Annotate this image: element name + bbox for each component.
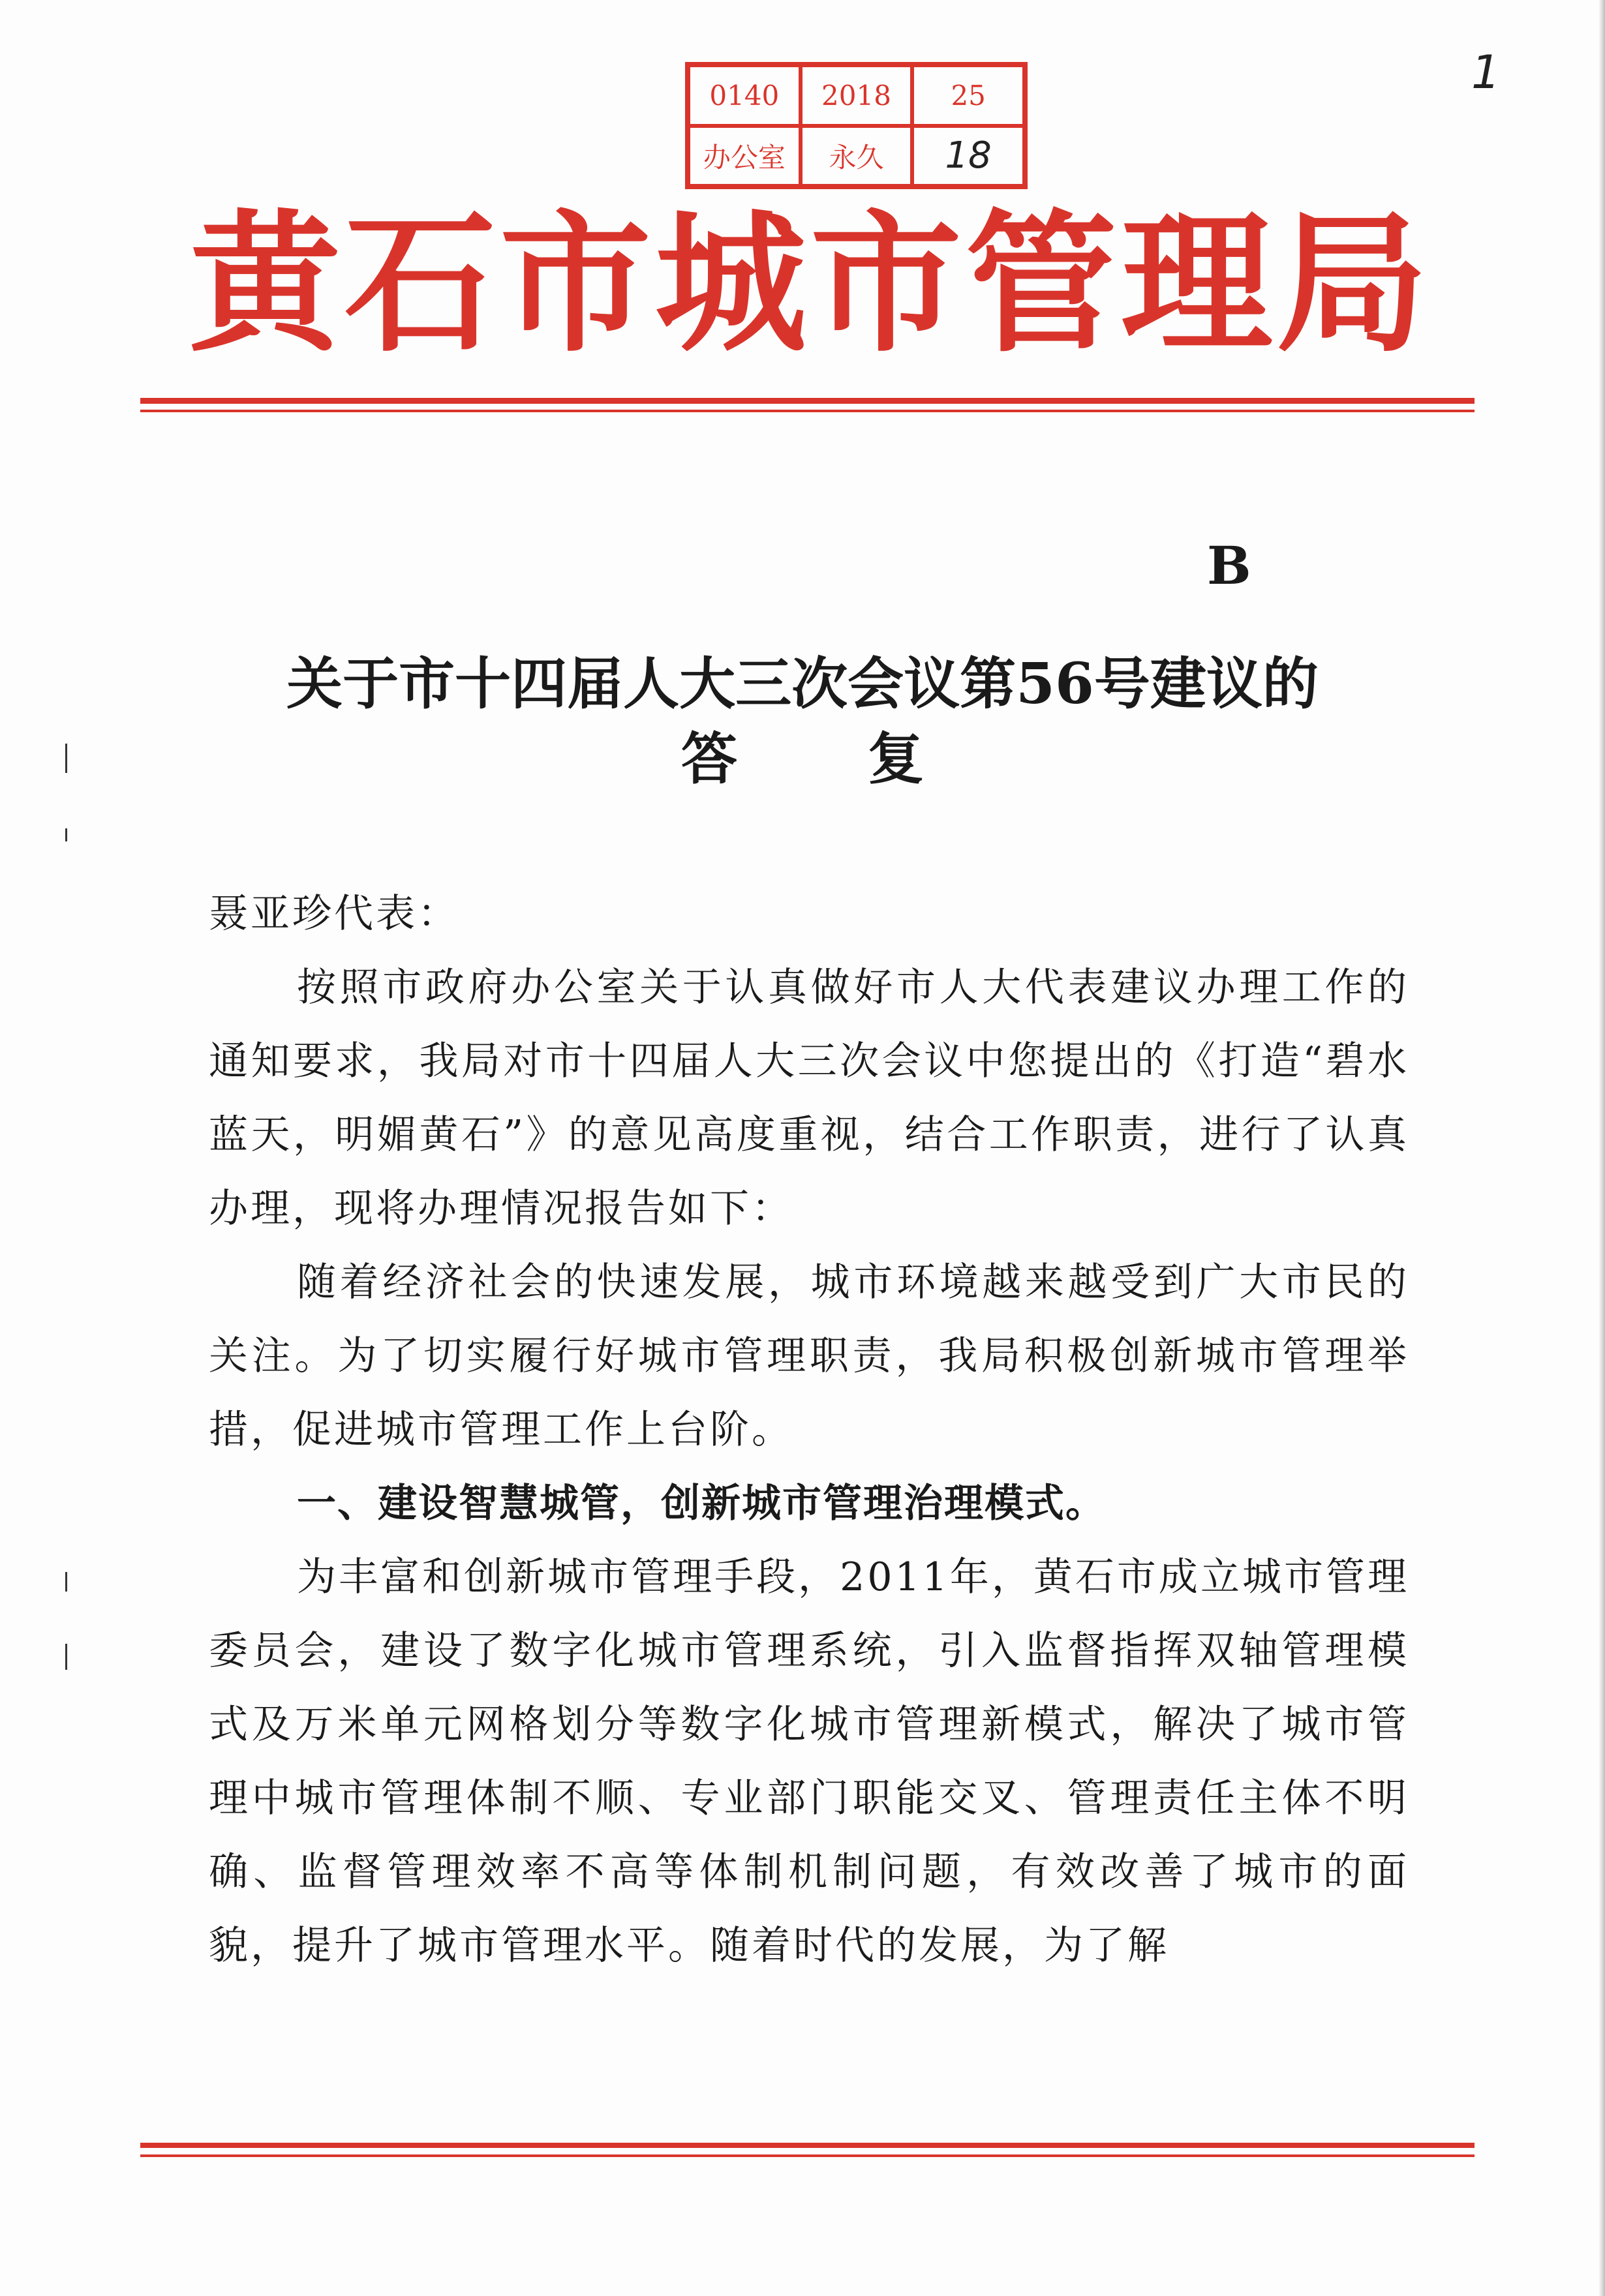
- paragraph-2: 随着经济社会的快速发展，城市环境越来越受到广大市民的关注。为了切实履行好城市管理职责，我局积极创新城市管理举措，促进城市管理工作上台阶。: [209, 1260, 1409, 1453]
- letterhead-title: 黄石市城市管理局: [189, 194, 1432, 372]
- reply-grade: B: [1207, 535, 1251, 596]
- scan-edge: [1598, 0, 1605, 2296]
- document-title-line2: 答复: [681, 726, 1054, 792]
- binding-mark: [65, 744, 67, 773]
- section-heading-1: 一、建设智慧城管，创新城市管理治理模式。: [297, 1481, 1106, 1526]
- stamp-volume: 25: [912, 65, 1024, 126]
- binding-mark: [65, 1572, 67, 1592]
- letterhead-rule-thin: [140, 410, 1475, 412]
- stamp-retention: 永久: [801, 126, 913, 187]
- stamp-department: 办公室: [688, 126, 801, 187]
- footer-rule-thin: [140, 2154, 1475, 2157]
- binding-mark: [65, 1644, 67, 1670]
- salutation: 聂亚珍代表：: [209, 891, 459, 937]
- stamp-item-number: 18: [912, 126, 1024, 187]
- document-title: 关于市十四届人大三次会议第56号建议的: [286, 651, 1319, 717]
- stamp-category-code: 0140: [688, 65, 801, 126]
- letterhead-rule-thick: [140, 398, 1475, 404]
- footer-rule-thick: [140, 2143, 1475, 2148]
- paragraph-3: 为丰富和创新城市管理手段，2011年，黄石市成立城市管理委员会，建设了数字化城市管理系统，引入监督指挥双轴管理模式及万米单元网格划分等数字化城市管理新模式，解决了城市管理中城市管理体制不顺、专业部门职能交叉、管理责任主体不明确、监督管理效率不高等体制机制问题，有效改善了城市的面貌，提升了城市管理水平。随着时代的发展，为了解: [209, 1554, 1409, 1969]
- stamp-year: 2018: [801, 65, 913, 126]
- archive-stamp: [685, 62, 1028, 189]
- binding-mark: [65, 828, 67, 841]
- document-body: [209, 877, 1409, 1983]
- paragraph-1: 按照市政府办公室关于认真做好市人大代表建议办理工作的通知要求，我局对市十四届人大三次会议中您提出的《打造“碧水蓝天，明媚黄石”》的意见高度重视，结合工作职责，进行了认真办理，现将办理情况报告如下：: [209, 965, 1409, 1231]
- page-number: 1: [1471, 46, 1501, 99]
